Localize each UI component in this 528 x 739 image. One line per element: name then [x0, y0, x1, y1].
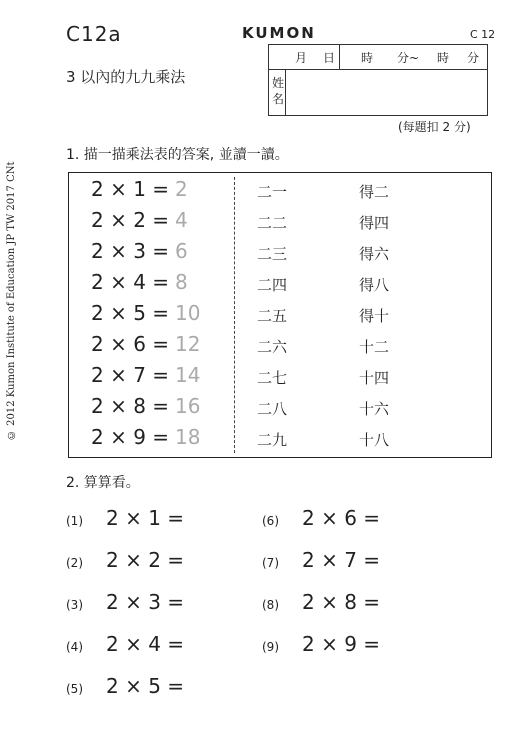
table-row-4: 2 × 4 = 8 [91, 270, 188, 294]
hour-start-label: 時 [361, 51, 374, 65]
result-text: 得十 [359, 307, 390, 325]
reading-text: 二五 [257, 307, 288, 325]
problem-7[interactable]: (7) 2 × 7 = [262, 548, 381, 572]
problem-2[interactable]: (2) 2 × 2 = [66, 548, 185, 572]
trace-answer: 6 [175, 239, 188, 263]
table-row-9: 2 × 9 = 18 [91, 425, 201, 449]
table-row-2: 2 × 2 = 4 [91, 208, 188, 232]
result-text: 得六 [359, 245, 390, 263]
result-text: 十六 [359, 400, 390, 418]
reading-text: 二八 [257, 400, 288, 418]
reading-text: 二七 [257, 369, 288, 387]
problem-3[interactable]: (3) 2 × 3 = [66, 590, 185, 614]
hour-end-label: 時 [437, 51, 450, 65]
page-title: 3 以內的九九乘法 [66, 68, 186, 86]
reading-text: 二九 [257, 431, 288, 449]
result-text: 得四 [359, 214, 390, 232]
page-code: C 12 [470, 28, 496, 41]
month-label: 月 [295, 51, 308, 65]
trace-answer: 16 [175, 394, 201, 418]
table-row-1: 2 × 1 = 2 [91, 177, 188, 201]
result-text: 十八 [359, 431, 390, 449]
reading-text: 二六 [257, 338, 288, 356]
table-row-7: 2 × 7 = 14 [91, 363, 201, 387]
reading-text: 二四 [257, 276, 288, 294]
trace-answer: 8 [175, 270, 188, 294]
kumon-logo: KUMON [242, 24, 316, 42]
result-text: 得八 [359, 276, 390, 294]
problem-6[interactable]: (6) 2 × 6 = [262, 506, 381, 530]
trace-answer: 2 [175, 177, 188, 201]
multiplication-table [68, 172, 492, 458]
result-text: 得二 [359, 183, 390, 201]
trace-answer: 18 [175, 425, 201, 449]
copyright-text: © 2012 Kumon Institute of Education JP TW 2017 CNt [6, 161, 17, 440]
minute-start-label: 分~ [397, 51, 420, 65]
table-row-8: 2 × 8 = 16 [91, 394, 201, 418]
problem-1[interactable]: (1) 2 × 1 = [66, 506, 185, 530]
section2-title: 2. 算算看。 [66, 475, 140, 491]
table-row-6: 2 × 6 = 12 [91, 332, 201, 356]
trace-answer: 12 [175, 332, 201, 356]
minute-end-label: 分 [467, 51, 480, 65]
problem-9[interactable]: (9) 2 × 9 = [262, 632, 381, 656]
score-note: (每題扣 2 分) [398, 120, 471, 134]
reading-text: 二二 [257, 214, 288, 232]
table-row-5: 2 × 5 = 10 [91, 301, 201, 325]
student-info-box [268, 44, 488, 116]
name-label: 姓名 [272, 76, 285, 106]
trace-answer: 14 [175, 363, 201, 387]
result-text: 十二 [359, 338, 390, 356]
level-code: C12a [66, 22, 122, 46]
trace-answer: 4 [175, 208, 188, 232]
day-label: 日 [323, 51, 336, 65]
section1-title: 1. 描一描乘法表的答案, 並讀一讀。 [66, 147, 289, 163]
trace-answer: 10 [175, 301, 201, 325]
problem-8[interactable]: (8) 2 × 8 = [262, 590, 381, 614]
problem-5[interactable]: (5) 2 × 5 = [66, 674, 185, 698]
table-divider [234, 177, 235, 453]
result-text: 十四 [359, 369, 390, 387]
reading-text: 二一 [257, 183, 288, 201]
table-row-3: 2 × 3 = 6 [91, 239, 188, 263]
reading-text: 二三 [257, 245, 288, 263]
problem-4[interactable]: (4) 2 × 4 = [66, 632, 185, 656]
date-time-row [269, 45, 487, 70]
